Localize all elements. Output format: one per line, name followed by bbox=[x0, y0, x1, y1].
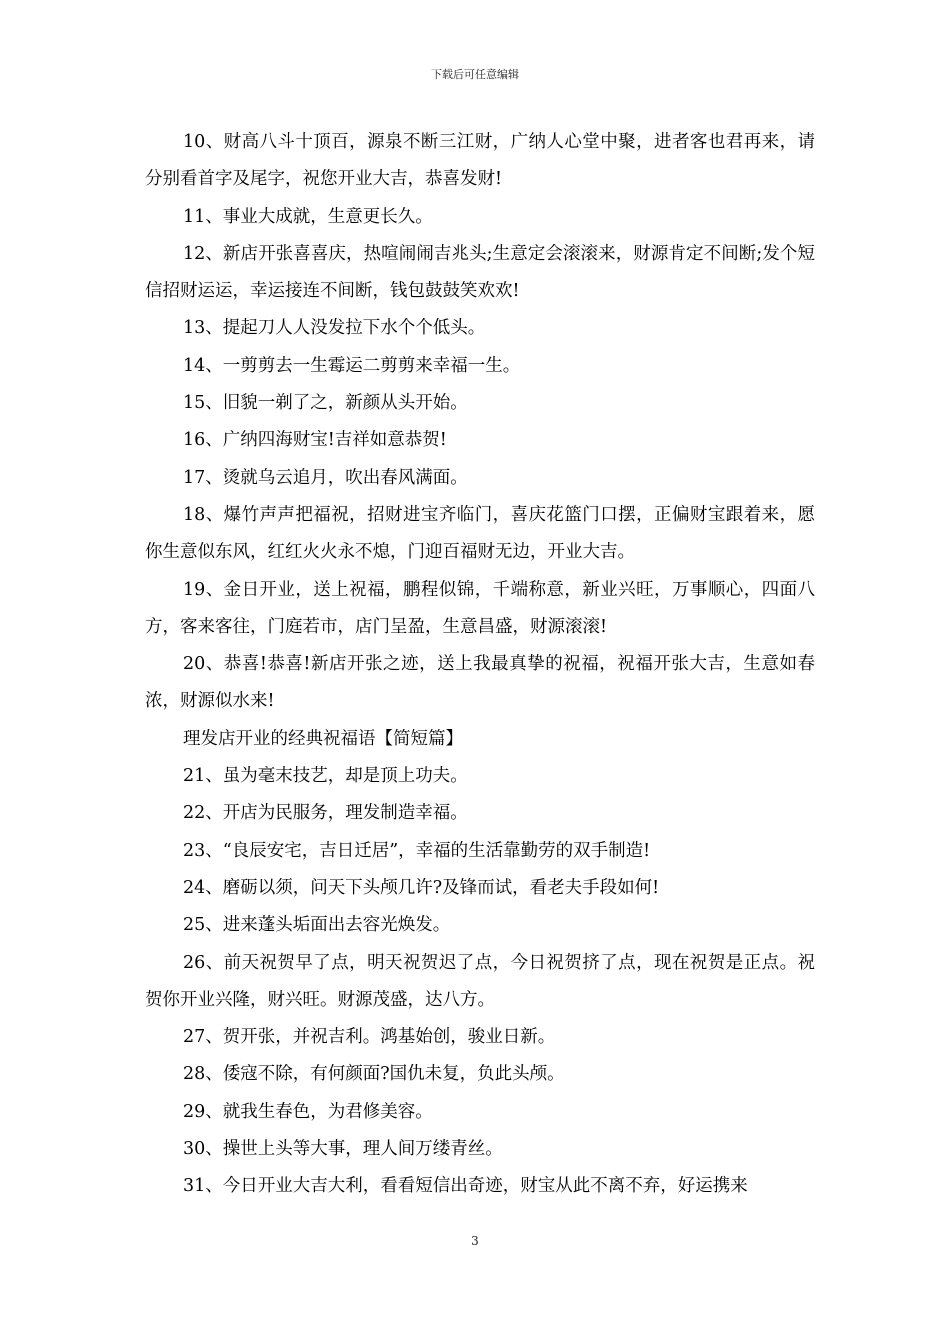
page-number: 3 bbox=[471, 1234, 479, 1248]
page-header: 下载后可任意编辑 bbox=[431, 68, 519, 81]
paragraph: 20、恭喜!恭喜!新店开张之迹，送上我最真挚的祝福，祝福开张大吉，生意如春浓，财源似水来! bbox=[145, 654, 815, 712]
paragraph: 13、提起刀人人没发拉下水个个低头。 bbox=[183, 318, 486, 339]
paragraph: 25、进来蓬头垢面出去容光焕发。 bbox=[183, 915, 451, 936]
paragraph: 26、前天祝贺早了点，明天祝贺迟了点，今日祝贺挤了点，现在祝贺是正点。祝贺你开业兴隆，财兴旺。财源茂盛，达八方。 bbox=[145, 952, 815, 1010]
paragraph: 19、金日开业，送上祝福，鹏程似锦，千端称意，新业兴旺，万事顺心，四面八方，客来客往，门庭若市，店门呈盈，生意昌盛，财源滚滚! bbox=[145, 579, 815, 637]
document-body bbox=[145, 124, 815, 1206]
paragraph: 24、磨砺以须，问天下头颅几许?及锋而试，看老夫手段如何! bbox=[183, 877, 660, 898]
paragraph: 14、一剪剪去一生霉运二剪剪来幸福一生。 bbox=[183, 355, 521, 376]
paragraph: 27、贺开张，并祝吉利。鸿基始创，骏业日新。 bbox=[183, 1027, 556, 1048]
paragraph: 11、事业大成就，生意更长久。 bbox=[183, 206, 433, 227]
paragraph: 18、爆竹声声把福祝，招财进宝齐临门，喜庆花篮门口摆，正偏财宝跟着来，愿你生意似东风，红红火火永不熄，门迎百福财无边，开业大吉。 bbox=[145, 504, 815, 563]
paragraph: 21、虽为毫末技艺，却是顶上功夫。 bbox=[183, 766, 468, 787]
paragraph: 10、财高八斗十顶百，源泉不断三江财，广纳人心堂中聚，进者客也君再来，请分别看首字及尾字，祝您开业大吉，恭喜发财! bbox=[145, 132, 815, 190]
paragraph: 29、就我生春色，为君修美容。 bbox=[183, 1101, 433, 1122]
paragraph: 31、今日开业大吉大利，看看短信出奇迹，财宝从此不离不弃，好运携来 bbox=[183, 1176, 748, 1197]
paragraph: 17、烫就乌云追月，吹出春风满面。 bbox=[183, 467, 468, 488]
paragraph: 23、“良辰安宅，吉日迁居”，幸福的生活靠勤劳的双手制造! bbox=[183, 840, 651, 861]
paragraph: 30、操世上头等大事，理人间万缕青丝。 bbox=[183, 1139, 503, 1160]
section-heading: 理发店开业的经典祝福语【简短篇】 bbox=[183, 728, 463, 749]
paragraph: 22、开店为民服务，理发制造幸福。 bbox=[183, 803, 468, 824]
paragraph: 28、倭寇不除，有何颜面?国仇未复，负此头颅。 bbox=[183, 1064, 565, 1085]
paragraph: 12、新店开张喜喜庆，热喧闹闹吉兆头;生意定会滚滚来，财源肯定不间断;发个短信招财运运，幸运接连不间断，钱包鼓鼓笑欢欢! bbox=[145, 243, 815, 302]
paragraph: 15、旧貌一剃了之，新颜从头开始。 bbox=[183, 393, 468, 414]
paragraph: 16、广纳四海财宝!吉祥如意恭贺! bbox=[183, 430, 447, 451]
